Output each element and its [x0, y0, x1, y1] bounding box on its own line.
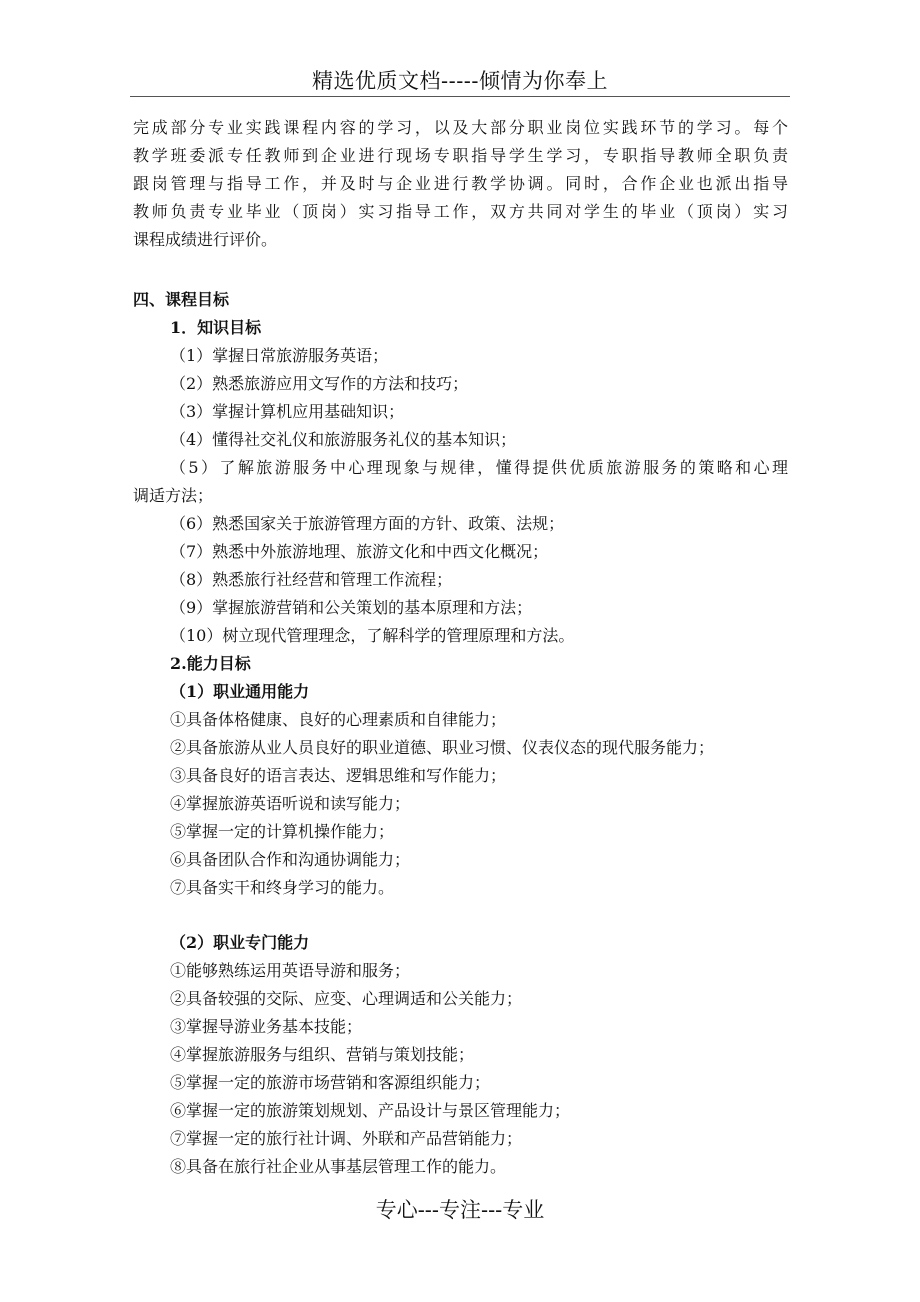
list-item: （7）熟悉中外旅游地理、旅游文化和中西文化概况； [170, 542, 549, 561]
list-item-continued: 调适方法； [133, 486, 214, 505]
list-item: （10）树立现代管理理念，了解科学的管理原理和方法。 [170, 626, 575, 645]
list-item: ②具备旅游从业人员良好的职业道德、职业习惯、仪表仪态的现代服务能力； [170, 738, 715, 757]
list-item: （9）掌握旅游营销和公关策划的基本原理和方法； [170, 598, 533, 617]
list-item: ③具备良好的语言表达、逻辑思维和写作能力； [170, 766, 507, 785]
list-item: ⑥具备团队合作和沟通协调能力； [170, 850, 411, 869]
general-ability-heading: （1）职业通用能力 [170, 682, 310, 701]
list-item: ⑥掌握一定的旅游策划规划、产品设计与景区管理能力； [170, 1101, 571, 1120]
list-item: ①能够熟练运用英语导游和服务； [170, 961, 411, 980]
list-item: ④掌握旅游英语听说和读写能力； [170, 794, 411, 813]
list-item: （5）了解旅游服务中心理现象与规律，懂得提供优质旅游服务的策略和心理 [170, 458, 788, 477]
list-item: ①具备体格健康、良好的心理素质和自律能力； [170, 710, 507, 729]
intro-line: 跟岗管理与指导工作，并及时与企业进行教学协调。同时，合作企业也派出指导 [133, 174, 788, 193]
intro-line: 教学班委派专任教师到企业进行现场专职指导学生学习，专职指导教师全职负责 [133, 146, 788, 165]
list-item: ④掌握旅游服务与组织、营销与策划技能； [170, 1045, 475, 1064]
ability-heading: 2.能力目标 [170, 654, 251, 673]
list-item: ⑦掌握一定的旅行社计调、外联和产品营销能力； [170, 1129, 523, 1148]
list-item: （2）熟悉旅游应用文写作的方法和技巧； [170, 374, 469, 393]
header-divider [130, 96, 790, 97]
list-item: （4）懂得社交礼仪和旅游服务礼仪的基本知识； [170, 430, 517, 449]
list-item: （1）掌握日常旅游服务英语； [170, 346, 389, 365]
list-item: ②具备较强的交际、应变、心理调适和公关能力； [170, 989, 523, 1008]
intro-line: 课程成绩进行评价。 [133, 230, 278, 249]
page-header-title: 精选优质文档-----倾情为你奉上 [312, 69, 608, 93]
list-item: ⑤掌握一定的旅游市场营销和客源组织能力； [170, 1073, 491, 1092]
list-item: （8）熟悉旅行社经营和管理工作流程； [170, 570, 453, 589]
list-item: （6）熟悉国家关于旅游管理方面的方针、政策、法规； [170, 514, 565, 533]
list-item: ⑤掌握一定的计算机操作能力； [170, 822, 395, 841]
intro-line: 完成部分专业实践课程内容的学习，以及大部分职业岗位实践环节的学习。每个 [133, 118, 788, 137]
list-item: ⑧具备在旅行社企业从事基层管理工作的能力。 [170, 1157, 507, 1176]
list-item: （3）掌握计算机应用基础知识； [170, 402, 405, 421]
knowledge-heading: 1．知识目标 [170, 318, 262, 337]
section-heading: 四、课程目标 [133, 290, 230, 309]
page-footer-text: 专心---专注---专业 [375, 1198, 545, 1222]
list-item: ③掌握导游业务基本技能； [170, 1017, 363, 1036]
list-item: ⑦具备实干和终身学习的能力。 [170, 878, 395, 897]
special-ability-heading: （2）职业专门能力 [170, 933, 310, 952]
intro-line: 教师负责专业毕业（顶岗）实习指导工作，双方共同对学生的毕业（顶岗）实习 [133, 202, 788, 221]
